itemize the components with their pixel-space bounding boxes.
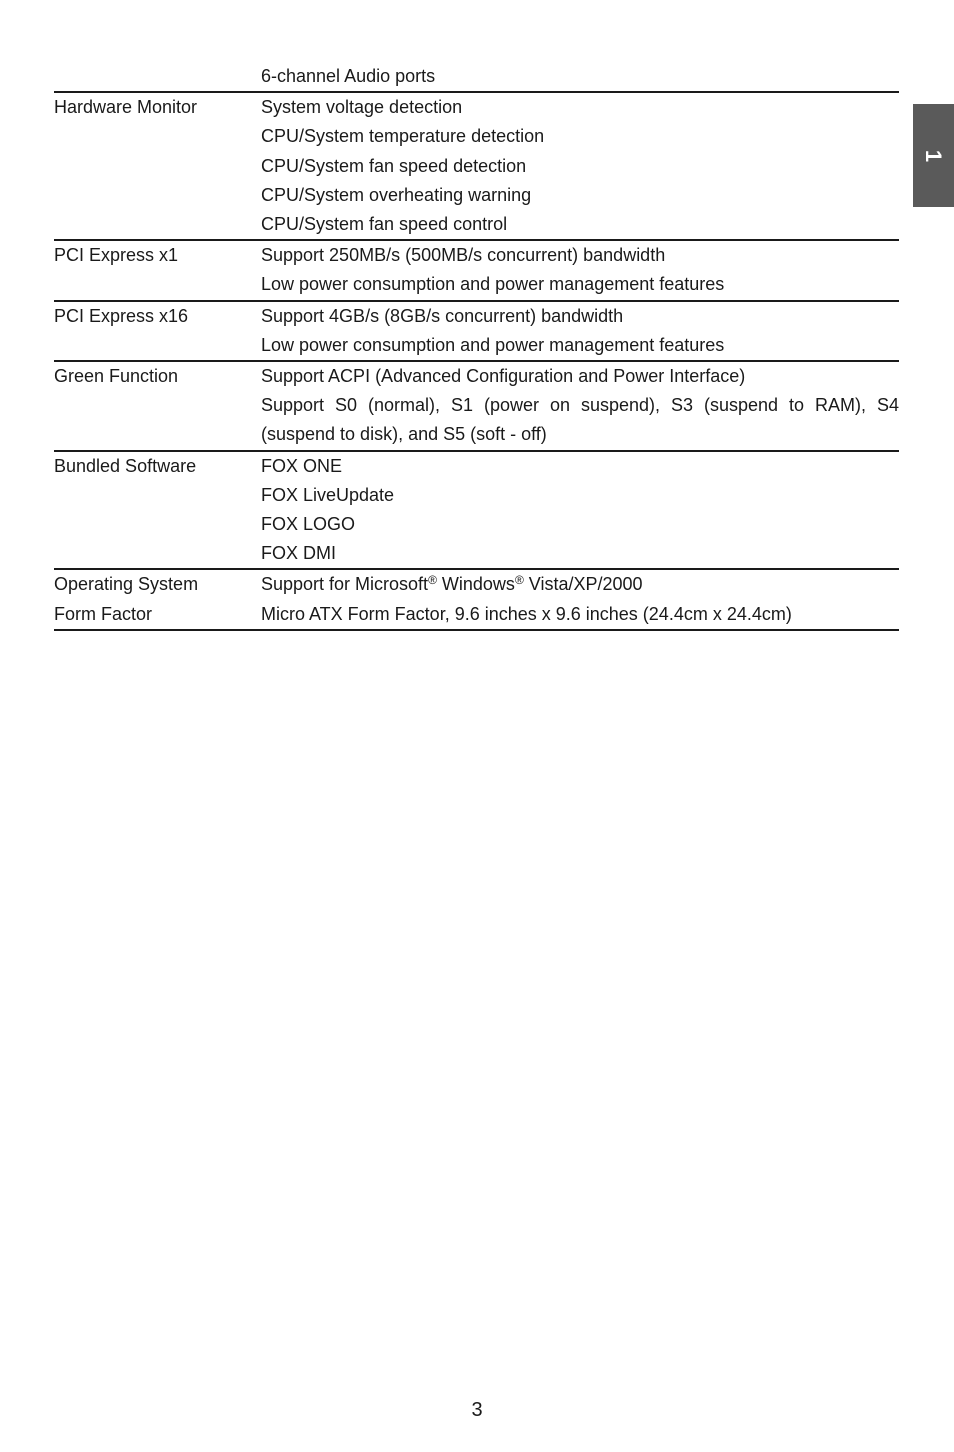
spec-values xyxy=(261,302,899,360)
specification-table xyxy=(54,62,899,631)
spec-values xyxy=(261,570,899,599)
spec-value: Support 4GB/s (8GB/s concurrent) bandwidth xyxy=(261,305,624,326)
spec-value: 6-channel Audio ports xyxy=(261,66,436,86)
spec-value: CPU/System fan speed detection xyxy=(261,155,527,176)
spec-label: PCI Express x1 xyxy=(54,245,179,266)
chapter-tab-number: 1 xyxy=(921,149,947,162)
spec-values xyxy=(261,452,899,569)
spec-row-pci-express-x1 xyxy=(54,239,899,299)
spec-value: FOX ONE xyxy=(261,455,343,476)
spec-value: FOX LiveUpdate xyxy=(261,484,395,505)
chapter-tab xyxy=(913,104,954,207)
spec-row-hardware-monitor xyxy=(54,91,899,239)
spec-value: FOX LOGO xyxy=(261,514,356,535)
spec-value: CPU/System fan speed control xyxy=(261,214,508,235)
spec-row-operating-system xyxy=(54,568,899,599)
spec-value: CPU/System overheating warning xyxy=(261,184,532,205)
spec-values xyxy=(261,62,899,91)
spec-label: Hardware Monitor xyxy=(54,97,198,118)
spec-values xyxy=(261,362,899,450)
spec-value: Support ACPI (Advanced Configuration and Power Interface) xyxy=(261,366,746,387)
spec-value: System voltage detection xyxy=(261,97,463,118)
spec-row-bundled-software xyxy=(54,450,899,569)
spec-label: PCI Express x16 xyxy=(54,305,189,326)
registered-mark: ® xyxy=(514,573,524,588)
spec-value: FOX DMI xyxy=(261,543,336,564)
registered-mark: ® xyxy=(428,573,437,588)
spec-value: Low power consumption and power management features xyxy=(261,274,725,295)
spec-value xyxy=(261,570,899,599)
os-text-part: Windows xyxy=(436,574,515,595)
spec-row-pci-express-x16 xyxy=(54,300,899,360)
spec-values xyxy=(261,93,899,239)
os-text-part: Vista/XP/2000 xyxy=(523,574,643,595)
spec-value: Support 250MB/s (500MB/s concurrent) bandwidth xyxy=(261,245,666,266)
spec-value: Support S0 (normal), S1 (power on suspend), S3 (suspend to RAM), S4 (suspend to disk), and S5 (soft - off) xyxy=(261,395,899,445)
spec-value: Low power consumption and power management features xyxy=(261,334,725,355)
spec-values xyxy=(261,600,899,629)
spec-label: Bundled Software xyxy=(54,455,197,476)
page-number: 3 xyxy=(471,1399,483,1421)
spec-row-form-factor xyxy=(54,600,899,631)
spec-value: CPU/System temperature detection xyxy=(261,126,545,147)
spec-label: Form Factor xyxy=(54,603,153,624)
spec-label: Green Function xyxy=(54,366,179,387)
spec-row-audio-continued xyxy=(54,62,899,91)
spec-value: Micro ATX Form Factor, 9.6 inches x 9.6 inches (24.4cm x 24.4cm) xyxy=(261,603,792,624)
spec-label: Operating System xyxy=(54,574,199,595)
spec-row-green-function xyxy=(54,360,899,450)
spec-values xyxy=(261,241,899,299)
os-text-part: Support for Microsoft xyxy=(261,574,429,595)
